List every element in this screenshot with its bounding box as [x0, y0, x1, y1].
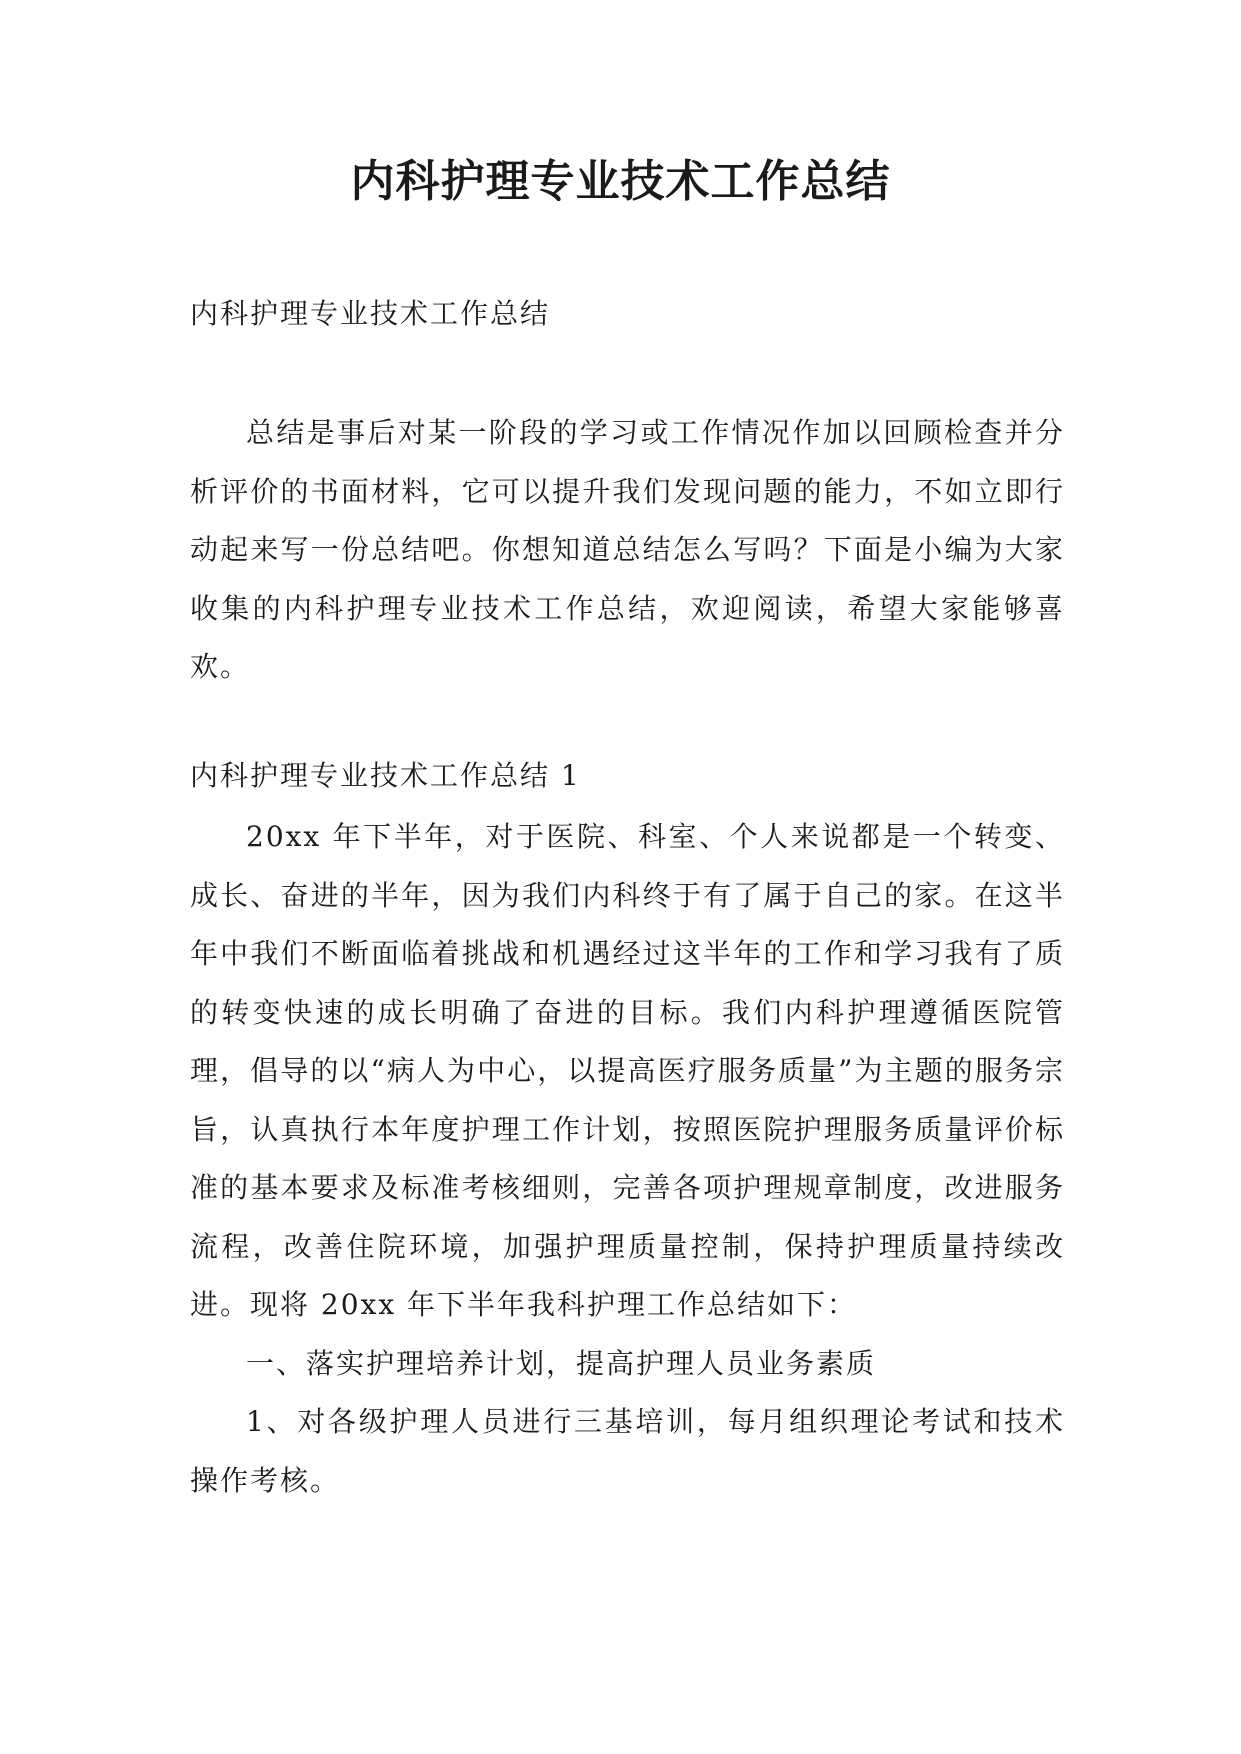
intro-block	[190, 404, 1065, 697]
subsection-heading: 一、落实护理培养计划，提高护理人员业务素质	[246, 1346, 877, 1380]
section-body	[190, 808, 1065, 1510]
document-title: 内科护理专业技术工作总结	[350, 156, 891, 207]
intro-paragraph: 总结是事后对某一阶段的学习或工作情况作加以回顾检查并分析评价的书面材料，它可以提升我们发现问题的能力，不如立即行动起来写一份总结吧。你想知道总结怎么写吗？下面是小编为大家收集的内科护理专业技术工作总结，欢迎阅读，希望大家能够喜欢。	[190, 416, 1065, 683]
body-paragraph: 20xx 年下半年，对于医院、科室、个人来说都是一个转变、成长、奋进的半年，因为我们内科终于有了属于自己的家。在这半年中我们不断面临着挑战和机遇经过这半年的工作和学习我有了质的转变快速的成长明确了奋进的目标。我们内科护理遵循医院管理，倡导的以“病人为中心，以提高医疗服务质量”为主题的服务宗旨，认真执行本年度护理工作计划，按照医院护理服务质量评价标准的基本要求及标准考核细则，完善各项护理规章制度，改进服务流程，改善住院环境，加强护理质量控制，保持护理质量持续改进。现将 20xx 年下半年我科护理工作总结如下：	[190, 820, 1065, 1321]
document-subtitle: 内科护理专业技术工作总结	[190, 297, 551, 330]
section-heading: 内科护理专业技术工作总结 1	[190, 759, 581, 792]
body-paragraph: 1、对各级护理人员进行三基培训，每月组织理论考试和技术操作考核。	[190, 1405, 1065, 1497]
